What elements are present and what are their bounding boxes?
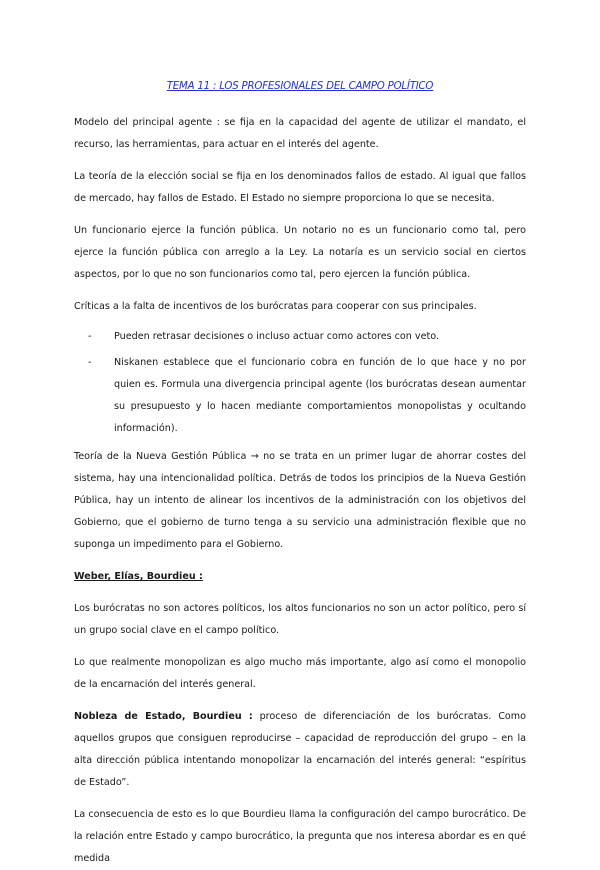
state-nobility-text: proceso de diferenciación de los burócratas. Como aquellos grupos que consiguen reproducirse – capacidad de reproducción del grupo – en la alta dirección pública intentando monopolizar la encarnación del interés general: “espíritus de Estado”. [74, 711, 527, 788]
bullet-dash: - [88, 357, 92, 368]
section-heading: Weber, Elías, Bourdieu : [74, 571, 203, 582]
document-title: TEMA 11 : LOS PROFESIONALES DEL CAMPO POLÍTICO [166, 81, 434, 92]
paragraph-social-choice: La teoría de la elección social se fija en los denominados fallos de estado. Al igual que fallos de mercado, hay fallos de Estado. El Estado no siempre proporciona lo que se necesita. [74, 171, 526, 204]
paragraph-criticisms: Críticas a la falta de incentivos de los burócratas para cooperar con sus principales. [74, 301, 477, 312]
list-item [74, 326, 526, 348]
state-nobility-lead: Nobleza de Estado, Bourdieu : [74, 711, 253, 722]
paragraph-principal-agent: Modelo del principal agente : se fija en la capacidad del agente de utilizar el mandato, el recurso, las herramientas, para actuar en el interés del agente. [74, 117, 526, 150]
paragraph-new-public-management: Teoría de la Nueva Gestión Pública → no se trata en un primer lugar de ahorrar costes del sistema, hay una intencionalidad política. Detrás de todos los principios de la Nueva Gestión Pública, hay un intento de alinear los incentivos de la administración con los objetivos del Gobierno, que el gobierno de turno tenga a su servicio una administración flexible que no suponga un impedimento para el Gobierno. [74, 451, 526, 550]
paragraph-state-nobility [74, 706, 526, 794]
paragraph-bureaucrats: Los burócratas no son actores políticos, los altos funcionarios no son un actor político, pero sí un grupo social clave en el campo político. [74, 603, 526, 636]
paragraph-public-function: Un funcionario ejerce la función pública. Un notario no es un funcionario como tal, pero ejerce la función pública con arreglo a la Ley. La notaría es un servicio social en ciertos aspectos, por lo que no son funcionarios como tal, pero ejercen la función pública. [74, 225, 526, 280]
paragraph-monopoly: Lo que realmente monopolizan es algo mucho más importante, algo así como el monopolio de la encarnación del interés general. [74, 657, 526, 690]
bullet-dash: - [88, 331, 92, 342]
bullet-list [74, 326, 526, 440]
paragraph-bureaucratic-field: La consecuencia de esto es lo que Bourdieu llama la configuración del campo burocrático. De la relación entre Estado y campo burocrático, la pregunta que nos interesa abordar es en qué medida [74, 809, 526, 864]
bullet-text: Niskanen establece que el funcionario cobra en función de lo que hace y no por quien es. Formula una divergencia principal agente (los burócratas desean aumentar su presupuesto y lo hacen mediante comportamientos monopolistas y ocultando información). [114, 357, 526, 434]
list-item [74, 352, 526, 440]
bullet-text: Pueden retrasar decisiones o incluso actuar como actores con veto. [114, 331, 440, 342]
